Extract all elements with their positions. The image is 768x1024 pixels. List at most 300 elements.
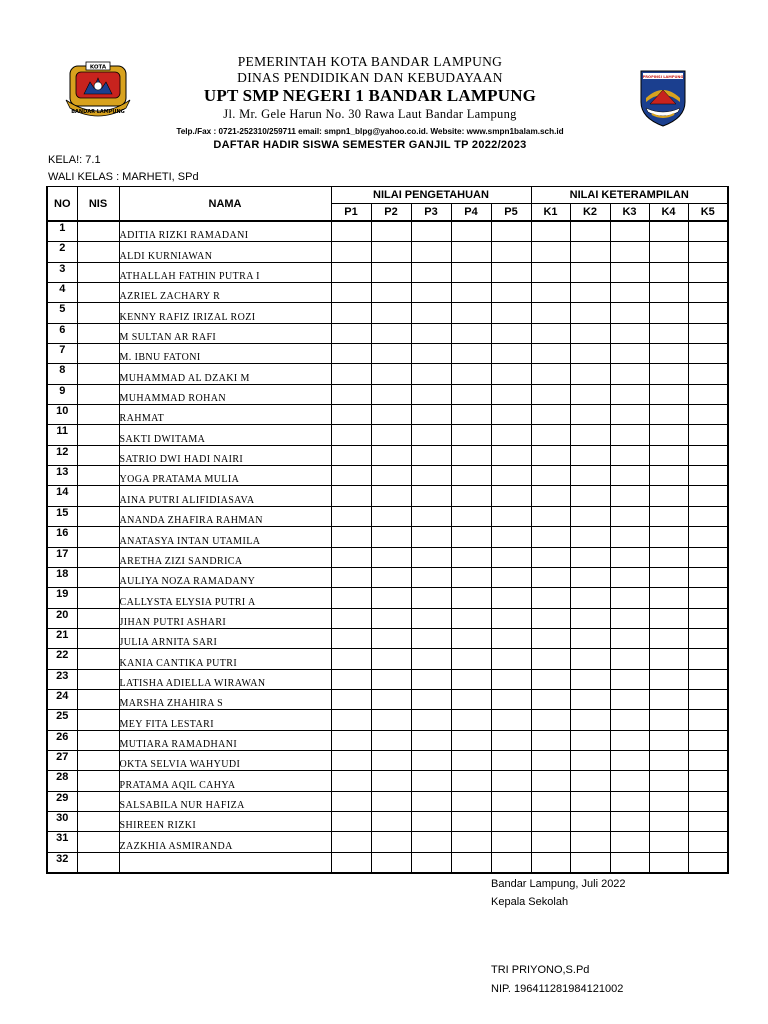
score-cell-k2	[570, 710, 610, 730]
score-cell-p2	[371, 303, 411, 323]
row-nis-cell	[77, 486, 119, 506]
emblem-top-text: KOTA	[89, 64, 107, 71]
score-cell-k1	[531, 669, 570, 689]
score-cell-p3	[411, 628, 451, 648]
score-cell-p5	[491, 405, 531, 425]
row-student-name: OKTA SELVIA WAHYUDI	[119, 750, 331, 770]
score-cell-p5	[491, 669, 531, 689]
score-cell-k4	[649, 527, 688, 547]
score-cell-p1	[331, 242, 371, 262]
score-cell-k5	[688, 689, 728, 709]
score-cell-p4	[451, 669, 491, 689]
score-cell-k3	[610, 750, 649, 770]
score-cell-p5	[491, 527, 531, 547]
row-number: 2	[47, 242, 77, 262]
score-cell-k4	[649, 832, 688, 852]
table-row	[47, 262, 728, 282]
score-cell-k5	[688, 547, 728, 567]
score-cell-k3	[610, 506, 649, 526]
score-cell-k5	[688, 527, 728, 547]
row-nis-cell	[77, 710, 119, 730]
principal-name: TRI PRIYONO,S.Pd	[491, 964, 590, 976]
score-cell-k1	[531, 649, 570, 669]
score-cell-p4	[451, 303, 491, 323]
score-cell-p3	[411, 832, 451, 852]
score-cell-k1	[531, 221, 570, 242]
score-cell-k1	[531, 323, 570, 343]
score-cell-p3	[411, 344, 451, 364]
row-number: 5	[47, 303, 77, 323]
score-cell-p2	[371, 730, 411, 750]
score-cell-k4	[649, 506, 688, 526]
score-cell-p4	[451, 283, 491, 303]
score-cell-p4	[451, 567, 491, 587]
row-number: 11	[47, 425, 77, 445]
score-cell-p5	[491, 466, 531, 486]
row-number: 20	[47, 608, 77, 628]
score-cell-k1	[531, 750, 570, 770]
score-cell-p2	[371, 364, 411, 384]
score-cell-p3	[411, 710, 451, 730]
row-number: 17	[47, 547, 77, 567]
table-row	[47, 466, 728, 486]
score-cell-p1	[331, 506, 371, 526]
score-cell-k5	[688, 567, 728, 587]
subheader-k2: K2	[570, 204, 610, 222]
row-number: 30	[47, 811, 77, 831]
row-student-name: JIHAN PUTRI ASHARI	[119, 608, 331, 628]
score-cell-k5	[688, 628, 728, 648]
score-cell-k5	[688, 710, 728, 730]
score-cell-p3	[411, 750, 451, 770]
score-cell-k4	[649, 466, 688, 486]
score-cell-k5	[688, 669, 728, 689]
score-cell-p2	[371, 710, 411, 730]
table-row	[47, 588, 728, 608]
score-cell-p1	[331, 425, 371, 445]
score-cell-k5	[688, 384, 728, 404]
score-cell-p3	[411, 730, 451, 750]
score-cell-k1	[531, 791, 570, 811]
row-number: 6	[47, 323, 77, 343]
row-student-name: ALDI KURNIAWAN	[119, 242, 331, 262]
header-nilai-keterampilan: NILAI KETERAMPILAN	[531, 187, 728, 204]
score-cell-p5	[491, 384, 531, 404]
score-cell-p3	[411, 323, 451, 343]
table-row	[47, 344, 728, 364]
score-cell-p3	[411, 811, 451, 831]
score-cell-k1	[531, 486, 570, 506]
score-cell-p5	[491, 425, 531, 445]
score-cell-k4	[649, 242, 688, 262]
row-nis-cell	[77, 323, 119, 343]
document-title: DAFTAR HADIR SISWA SEMESTER GANJIL TP 2022/2023	[213, 139, 527, 151]
score-cell-k4	[649, 283, 688, 303]
school-contact: Telp./Fax : 0721-252310/259711 email: smpn1_blpg@yahoo.co.id. Website: www.smpn1balam.sch.id	[176, 127, 564, 136]
row-number: 27	[47, 750, 77, 770]
row-nis-cell	[77, 527, 119, 547]
score-cell-p4	[451, 649, 491, 669]
table-row	[47, 242, 728, 262]
table-row	[47, 323, 728, 343]
row-nis-cell	[77, 791, 119, 811]
score-cell-p1	[331, 466, 371, 486]
score-cell-k3	[610, 649, 649, 669]
score-cell-p4	[451, 527, 491, 547]
row-number: 9	[47, 384, 77, 404]
score-cell-k2	[570, 750, 610, 770]
row-student-name: SATRIO DWI HADI NAIRI	[119, 445, 331, 465]
score-cell-k2	[570, 221, 610, 242]
score-cell-k5	[688, 608, 728, 628]
score-cell-p4	[451, 364, 491, 384]
score-cell-p1	[331, 303, 371, 323]
score-cell-p5	[491, 791, 531, 811]
score-cell-k1	[531, 384, 570, 404]
score-cell-k2	[570, 405, 610, 425]
score-cell-p3	[411, 445, 451, 465]
score-cell-p3	[411, 791, 451, 811]
class-label: KELA!: 7.1	[48, 154, 101, 166]
table-row	[47, 649, 728, 669]
score-cell-p1	[331, 730, 371, 750]
row-nis-cell	[77, 750, 119, 770]
score-cell-k3	[610, 567, 649, 587]
row-nis-cell	[77, 771, 119, 791]
score-cell-p2	[371, 506, 411, 526]
score-cell-p3	[411, 242, 451, 262]
score-cell-k5	[688, 445, 728, 465]
score-cell-k4	[649, 628, 688, 648]
score-cell-k5	[688, 364, 728, 384]
score-cell-p2	[371, 242, 411, 262]
score-cell-k1	[531, 527, 570, 547]
row-number: 31	[47, 832, 77, 852]
score-cell-k5	[688, 588, 728, 608]
table-row	[47, 710, 728, 730]
score-cell-k3	[610, 221, 649, 242]
score-cell-k5	[688, 425, 728, 445]
score-cell-k4	[649, 750, 688, 770]
score-cell-k4	[649, 669, 688, 689]
table-row	[47, 608, 728, 628]
score-cell-p4	[451, 242, 491, 262]
row-student-name: YOGA PRATAMA MULIA	[119, 466, 331, 486]
signature-place-date: Bandar Lampung, Juli 2022	[491, 878, 626, 890]
score-cell-p4	[451, 852, 491, 873]
score-cell-p4	[451, 262, 491, 282]
score-cell-k4	[649, 303, 688, 323]
table-row	[47, 771, 728, 791]
row-nis-cell	[77, 262, 119, 282]
row-nis-cell	[77, 221, 119, 242]
score-cell-p1	[331, 649, 371, 669]
score-cell-p2	[371, 771, 411, 791]
score-cell-p1	[331, 771, 371, 791]
score-cell-p3	[411, 527, 451, 547]
row-student-name: SAKTI DWITAMA	[119, 425, 331, 445]
score-cell-p1	[331, 791, 371, 811]
score-cell-k1	[531, 588, 570, 608]
score-cell-k2	[570, 344, 610, 364]
score-cell-p4	[451, 344, 491, 364]
score-cell-k5	[688, 283, 728, 303]
score-cell-p5	[491, 344, 531, 364]
row-nis-cell	[77, 567, 119, 587]
score-cell-k1	[531, 832, 570, 852]
score-cell-p2	[371, 750, 411, 770]
principal-nip: NIP. 196411281984121002	[491, 983, 624, 995]
score-cell-k1	[531, 628, 570, 648]
score-cell-k4	[649, 771, 688, 791]
score-cell-k4	[649, 791, 688, 811]
score-cell-p5	[491, 283, 531, 303]
row-student-name: MARSHA ZHAHIRA S	[119, 689, 331, 709]
score-cell-p3	[411, 852, 451, 873]
score-cell-k2	[570, 303, 610, 323]
score-cell-k4	[649, 567, 688, 587]
score-cell-k4	[649, 221, 688, 242]
row-student-name: ARETHA ZIZI SANDRICA	[119, 547, 331, 567]
score-cell-k1	[531, 425, 570, 445]
score-cell-p3	[411, 303, 451, 323]
score-cell-p5	[491, 303, 531, 323]
score-cell-p1	[331, 283, 371, 303]
score-cell-p1	[331, 323, 371, 343]
score-cell-k4	[649, 344, 688, 364]
score-cell-k1	[531, 852, 570, 873]
row-student-name: JULIA ARNITA SARI	[119, 628, 331, 648]
score-cell-k3	[610, 771, 649, 791]
subheader-p5: P5	[491, 204, 531, 222]
row-nis-cell	[77, 445, 119, 465]
row-number: 18	[47, 567, 77, 587]
score-cell-k2	[570, 567, 610, 587]
table-row	[47, 445, 728, 465]
score-cell-p5	[491, 832, 531, 852]
score-cell-p1	[331, 811, 371, 831]
shield-top-text: PROPINSI LAMPUNG	[642, 74, 684, 79]
homeroom-teacher-label: WALI KELAS : MARHETI, SPd	[48, 171, 199, 183]
score-cell-p5	[491, 588, 531, 608]
row-nis-cell	[77, 669, 119, 689]
subheader-k3: K3	[610, 204, 649, 222]
score-cell-p3	[411, 262, 451, 282]
score-cell-p5	[491, 608, 531, 628]
score-cell-k3	[610, 730, 649, 750]
score-cell-p4	[451, 730, 491, 750]
score-cell-p3	[411, 588, 451, 608]
score-cell-p2	[371, 852, 411, 873]
score-cell-p3	[411, 425, 451, 445]
score-cell-p2	[371, 283, 411, 303]
score-cell-p1	[331, 669, 371, 689]
score-cell-k3	[610, 445, 649, 465]
score-cell-p2	[371, 384, 411, 404]
score-cell-k2	[570, 445, 610, 465]
row-nis-cell	[77, 832, 119, 852]
score-cell-k5	[688, 730, 728, 750]
score-cell-p2	[371, 832, 411, 852]
score-cell-p1	[331, 486, 371, 506]
score-cell-k3	[610, 710, 649, 730]
score-cell-p2	[371, 323, 411, 343]
subheader-p4: P4	[451, 204, 491, 222]
row-number: 12	[47, 445, 77, 465]
table-row	[47, 811, 728, 831]
score-cell-k3	[610, 628, 649, 648]
score-cell-p2	[371, 791, 411, 811]
score-cell-k3	[610, 547, 649, 567]
row-student-name: M. IBNU FATONI	[119, 344, 331, 364]
score-cell-p5	[491, 221, 531, 242]
score-cell-p1	[331, 547, 371, 567]
score-cell-p2	[371, 486, 411, 506]
score-cell-p3	[411, 547, 451, 567]
score-cell-p4	[451, 466, 491, 486]
row-student-name: AZRIEL ZACHARY R	[119, 283, 331, 303]
table-row	[47, 750, 728, 770]
score-cell-p3	[411, 608, 451, 628]
score-cell-k2	[570, 486, 610, 506]
row-student-name: MUTIARA RAMADHANI	[119, 730, 331, 750]
score-cell-p5	[491, 649, 531, 669]
score-cell-p3	[411, 364, 451, 384]
score-cell-p5	[491, 852, 531, 873]
header-nilai-pengetahuan: NILAI PENGETAHUAN	[331, 187, 531, 204]
score-cell-k4	[649, 486, 688, 506]
score-cell-p1	[331, 405, 371, 425]
row-student-name: ATHALLAH FATHIN PUTRA I	[119, 262, 331, 282]
score-cell-p4	[451, 588, 491, 608]
score-cell-k2	[570, 791, 610, 811]
score-cell-k4	[649, 689, 688, 709]
table-row	[47, 791, 728, 811]
score-cell-k1	[531, 608, 570, 628]
score-cell-k2	[570, 262, 610, 282]
score-cell-p2	[371, 567, 411, 587]
score-cell-p5	[491, 445, 531, 465]
table-row	[47, 547, 728, 567]
score-cell-k1	[531, 710, 570, 730]
table-row	[47, 425, 728, 445]
score-cell-p4	[451, 791, 491, 811]
row-nis-cell	[77, 466, 119, 486]
score-cell-k3	[610, 486, 649, 506]
score-cell-k1	[531, 506, 570, 526]
score-cell-p2	[371, 527, 411, 547]
score-cell-k2	[570, 649, 610, 669]
row-student-name: KANIA CANTIKA PUTRI	[119, 649, 331, 669]
score-cell-p1	[331, 221, 371, 242]
score-cell-k2	[570, 771, 610, 791]
row-student-name: MUHAMMAD ROHAN	[119, 384, 331, 404]
score-cell-k1	[531, 811, 570, 831]
row-number: 24	[47, 689, 77, 709]
score-cell-p4	[451, 384, 491, 404]
score-cell-k4	[649, 547, 688, 567]
row-number: 22	[47, 649, 77, 669]
row-number: 26	[47, 730, 77, 750]
score-cell-p1	[331, 750, 371, 770]
score-cell-k2	[570, 608, 610, 628]
score-cell-p2	[371, 649, 411, 669]
table-row	[47, 384, 728, 404]
score-cell-p4	[451, 771, 491, 791]
row-student-name: MUHAMMAD AL DZAKI M	[119, 364, 331, 384]
row-student-name: KENNY RAFIZ IRIZAL ROZI	[119, 303, 331, 323]
score-cell-k2	[570, 588, 610, 608]
score-cell-p1	[331, 588, 371, 608]
score-cell-p4	[451, 689, 491, 709]
score-cell-p2	[371, 608, 411, 628]
row-nis-cell	[77, 425, 119, 445]
row-number: 4	[47, 283, 77, 303]
header-nama: NAMA	[119, 187, 331, 222]
subheader-k1: K1	[531, 204, 570, 222]
score-cell-k4	[649, 405, 688, 425]
row-student-name: ZAZKHIA ASMIRANDA	[119, 832, 331, 852]
score-cell-p3	[411, 486, 451, 506]
row-number: 8	[47, 364, 77, 384]
row-nis-cell	[77, 811, 119, 831]
score-cell-k4	[649, 649, 688, 669]
score-cell-p4	[451, 750, 491, 770]
row-number: 19	[47, 588, 77, 608]
row-nis-cell	[77, 628, 119, 648]
propinsi-lampung-shield	[638, 68, 688, 128]
score-cell-k1	[531, 344, 570, 364]
subheader-p3: P3	[411, 204, 451, 222]
score-cell-k3	[610, 405, 649, 425]
table-row	[47, 364, 728, 384]
score-cell-k4	[649, 445, 688, 465]
score-cell-k5	[688, 811, 728, 831]
score-cell-k2	[570, 811, 610, 831]
score-cell-p5	[491, 750, 531, 770]
score-cell-k5	[688, 323, 728, 343]
row-student-name: M SULTAN AR RAFI	[119, 323, 331, 343]
score-cell-k5	[688, 832, 728, 852]
score-cell-k5	[688, 221, 728, 242]
row-student-name: ANANDA ZHAFIRA RAHMAN	[119, 506, 331, 526]
row-student-name: PRATAMA AQIL CAHYA	[119, 771, 331, 791]
row-student-name: RAHMAT	[119, 405, 331, 425]
score-cell-k3	[610, 283, 649, 303]
score-cell-p2	[371, 547, 411, 567]
score-cell-k4	[649, 710, 688, 730]
score-cell-p3	[411, 384, 451, 404]
score-cell-k2	[570, 628, 610, 648]
score-cell-p4	[451, 323, 491, 343]
score-cell-p5	[491, 506, 531, 526]
row-nis-cell	[77, 405, 119, 425]
score-cell-k2	[570, 527, 610, 547]
row-nis-cell	[77, 283, 119, 303]
row-student-name: ADITIA RIZKI RAMADANI	[119, 221, 331, 242]
row-number: 1	[47, 221, 77, 242]
row-nis-cell	[77, 547, 119, 567]
signature-position: Kepala Sekolah	[491, 896, 569, 908]
score-cell-k3	[610, 425, 649, 445]
row-number: 32	[47, 852, 77, 873]
score-cell-p2	[371, 588, 411, 608]
subheader-k4: K4	[649, 204, 688, 222]
score-cell-k3	[610, 384, 649, 404]
row-student-name: LATISHA ADIELLA WIRAWAN	[119, 669, 331, 689]
score-cell-p1	[331, 445, 371, 465]
score-cell-k1	[531, 445, 570, 465]
